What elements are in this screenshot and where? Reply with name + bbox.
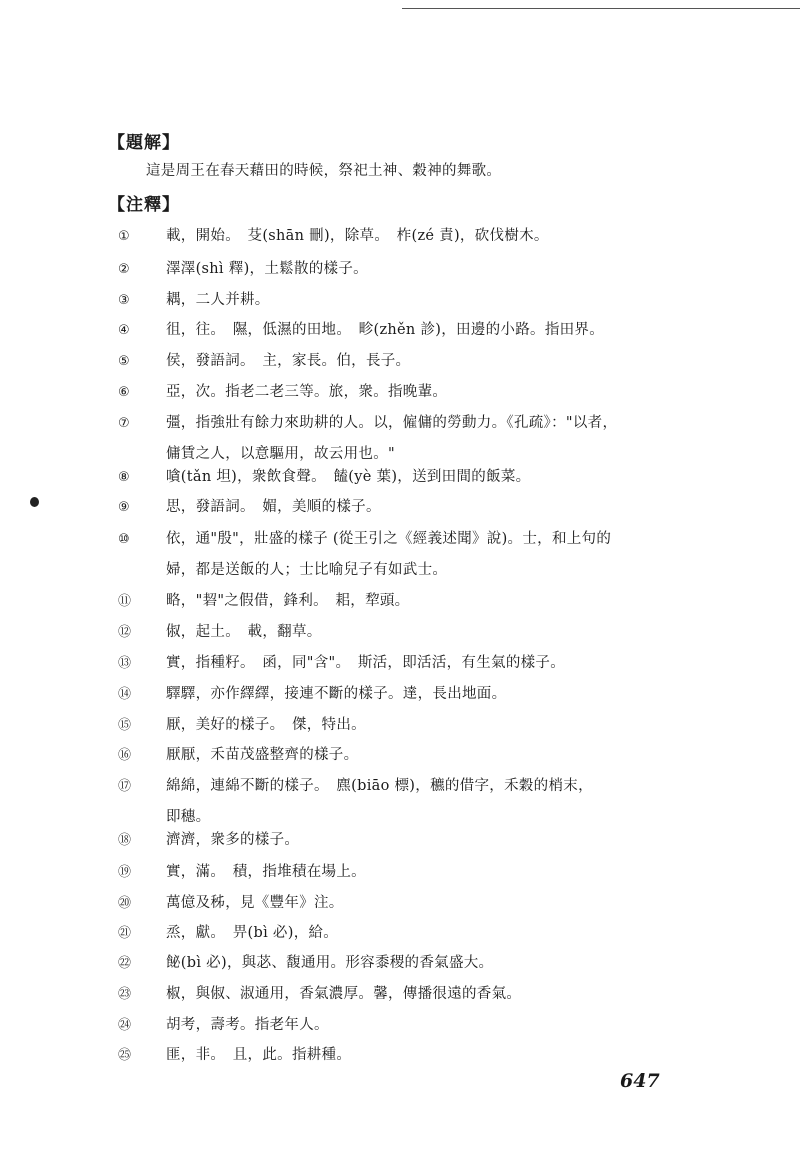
note-item — [118, 254, 688, 285]
note-number: ⑧ — [118, 470, 130, 485]
note-number: ⑱ — [118, 833, 132, 848]
note-item — [118, 825, 688, 856]
intro-text: 這是周王在春天藉田的時候，祭祀土神、穀神的舞歌。 — [146, 163, 502, 179]
note-text: 澤澤(shì 釋)，土鬆散的樣子。 — [166, 261, 368, 277]
note-text: 思，發語詞。 媚，美順的樣子。 — [166, 499, 381, 515]
note-item — [118, 346, 688, 377]
note-item — [118, 648, 688, 679]
note-text: 匪，非。 且，此。指耕種。 — [166, 1047, 352, 1063]
heading-title-explanation: 【題解】 — [108, 133, 180, 153]
note-item — [118, 1040, 688, 1071]
heading-annotations: 【注釋】 — [108, 195, 180, 215]
page-number: 647 — [620, 1070, 660, 1092]
note-number: ⑤ — [118, 354, 130, 369]
note-number: ⑯ — [118, 748, 132, 763]
note-number: ① — [118, 229, 130, 244]
note-item — [118, 857, 688, 888]
note-text: 實，指種籽。 函，同"含"。 斯活，即活活，有生氣的樣子。 — [166, 655, 566, 671]
note-number: ⑭ — [118, 687, 132, 702]
note-text: 略，"䂮"之假借，鋒利。 耜，犂頭。 — [166, 593, 410, 609]
note-item — [118, 679, 688, 710]
note-item — [118, 524, 688, 586]
note-item — [118, 492, 688, 523]
note-item — [118, 221, 688, 252]
note-item — [118, 377, 688, 408]
note-text: 侯，發語詞。 主，家長。伯，長子。 — [166, 353, 411, 369]
note-text: 烝，獻。 畀(bì 必)，給。 — [166, 925, 339, 941]
note-text: 俶，起土。 載，翻草。 — [166, 624, 322, 640]
note-number: ⑬ — [118, 656, 132, 671]
note-number: ⑪ — [118, 594, 132, 609]
note-item — [118, 462, 688, 493]
note-text: 實，滿。 積，指堆積在場上。 — [166, 864, 366, 880]
note-number: ⑦ — [118, 416, 130, 431]
note-item — [118, 1010, 688, 1041]
note-text: 彊，指強壯有餘力來助耕的人。以，僱傭的勞動力。《孔疏》："以者， 傭賃之人，以意驅用，故云用也。" — [166, 415, 618, 462]
note-number: ⑫ — [118, 625, 132, 640]
note-text: 耦，二人并耕。 — [166, 292, 270, 308]
note-text: 厭厭，禾苗茂盛整齊的樣子。 — [166, 747, 359, 763]
note-item — [118, 979, 688, 1010]
note-number: ⑲ — [118, 865, 132, 880]
note-item — [118, 771, 688, 833]
note-text: 依，通"殷"，壯盛的樣子 (從王引之《經義述聞》說)。士，和上句的 婦，都是送飯的人；士比喻兒子有如武士。 — [166, 531, 612, 578]
note-text: 椒，與俶、淑通用，香氣濃厚。馨，傳播很遠的香氣。 — [166, 986, 522, 1002]
note-item — [118, 586, 688, 617]
note-number: ⑨ — [118, 500, 130, 515]
note-number: ② — [118, 262, 130, 277]
note-item — [118, 888, 688, 919]
note-number: ㉔ — [118, 1018, 132, 1033]
note-text: 載，開始。 芟(shān 刪)，除草。 柞(zé 責)，砍伐樹木。 — [166, 228, 549, 244]
note-item — [118, 285, 688, 316]
note-text: 飶(bì 必)，與苾、馥通用。形容黍稷的香氣盛大。 — [166, 955, 494, 971]
note-text: 厭，美好的樣子。 傑，特出。 — [166, 717, 366, 733]
note-item — [118, 918, 688, 949]
note-number: ③ — [118, 293, 130, 308]
note-text: 徂，往。 隰，低濕的田地。 畛(zhěn 診)，田邊的小路。指田界。 — [166, 322, 605, 338]
top-rule — [402, 8, 800, 9]
note-text: 驛驛，亦作繹繹，接連不斷的樣子。達，長出地面。 — [166, 686, 507, 702]
note-number: ⑮ — [118, 718, 132, 733]
note-text: 濟濟，衆多的樣子。 — [166, 832, 300, 848]
note-number: ㉓ — [118, 987, 132, 1002]
note-number: ㉒ — [118, 956, 132, 971]
note-text: 胡考，壽考。指老年人。 — [166, 1017, 329, 1033]
note-text: 萬億及秭，見《豐年》注。 — [166, 895, 344, 911]
note-number: ⑰ — [118, 779, 132, 794]
note-text: 綿綿，連綿不斷的樣子。 麃(biāo 標)，穮的借字，禾穀的梢末， 即穗。 — [166, 778, 593, 825]
note-item — [118, 315, 688, 346]
note-item — [118, 408, 688, 470]
note-number: ㉑ — [118, 926, 132, 941]
note-item — [118, 617, 688, 648]
note-number: ⑩ — [118, 532, 130, 547]
note-number: ⑳ — [118, 896, 132, 911]
note-item — [118, 948, 688, 979]
note-number: ㉕ — [118, 1048, 132, 1063]
note-number: ④ — [118, 323, 130, 338]
note-text: 嗿(tǎn 坦)，衆飲食聲。 饁(yè 葉)，送到田間的飯菜。 — [166, 469, 531, 485]
note-item — [118, 710, 688, 741]
ink-speck — [30, 497, 39, 507]
note-item — [118, 740, 688, 771]
note-text: 亞，次。指老二老三等。旅，衆。指晚輩。 — [166, 384, 448, 400]
note-number: ⑥ — [118, 385, 130, 400]
